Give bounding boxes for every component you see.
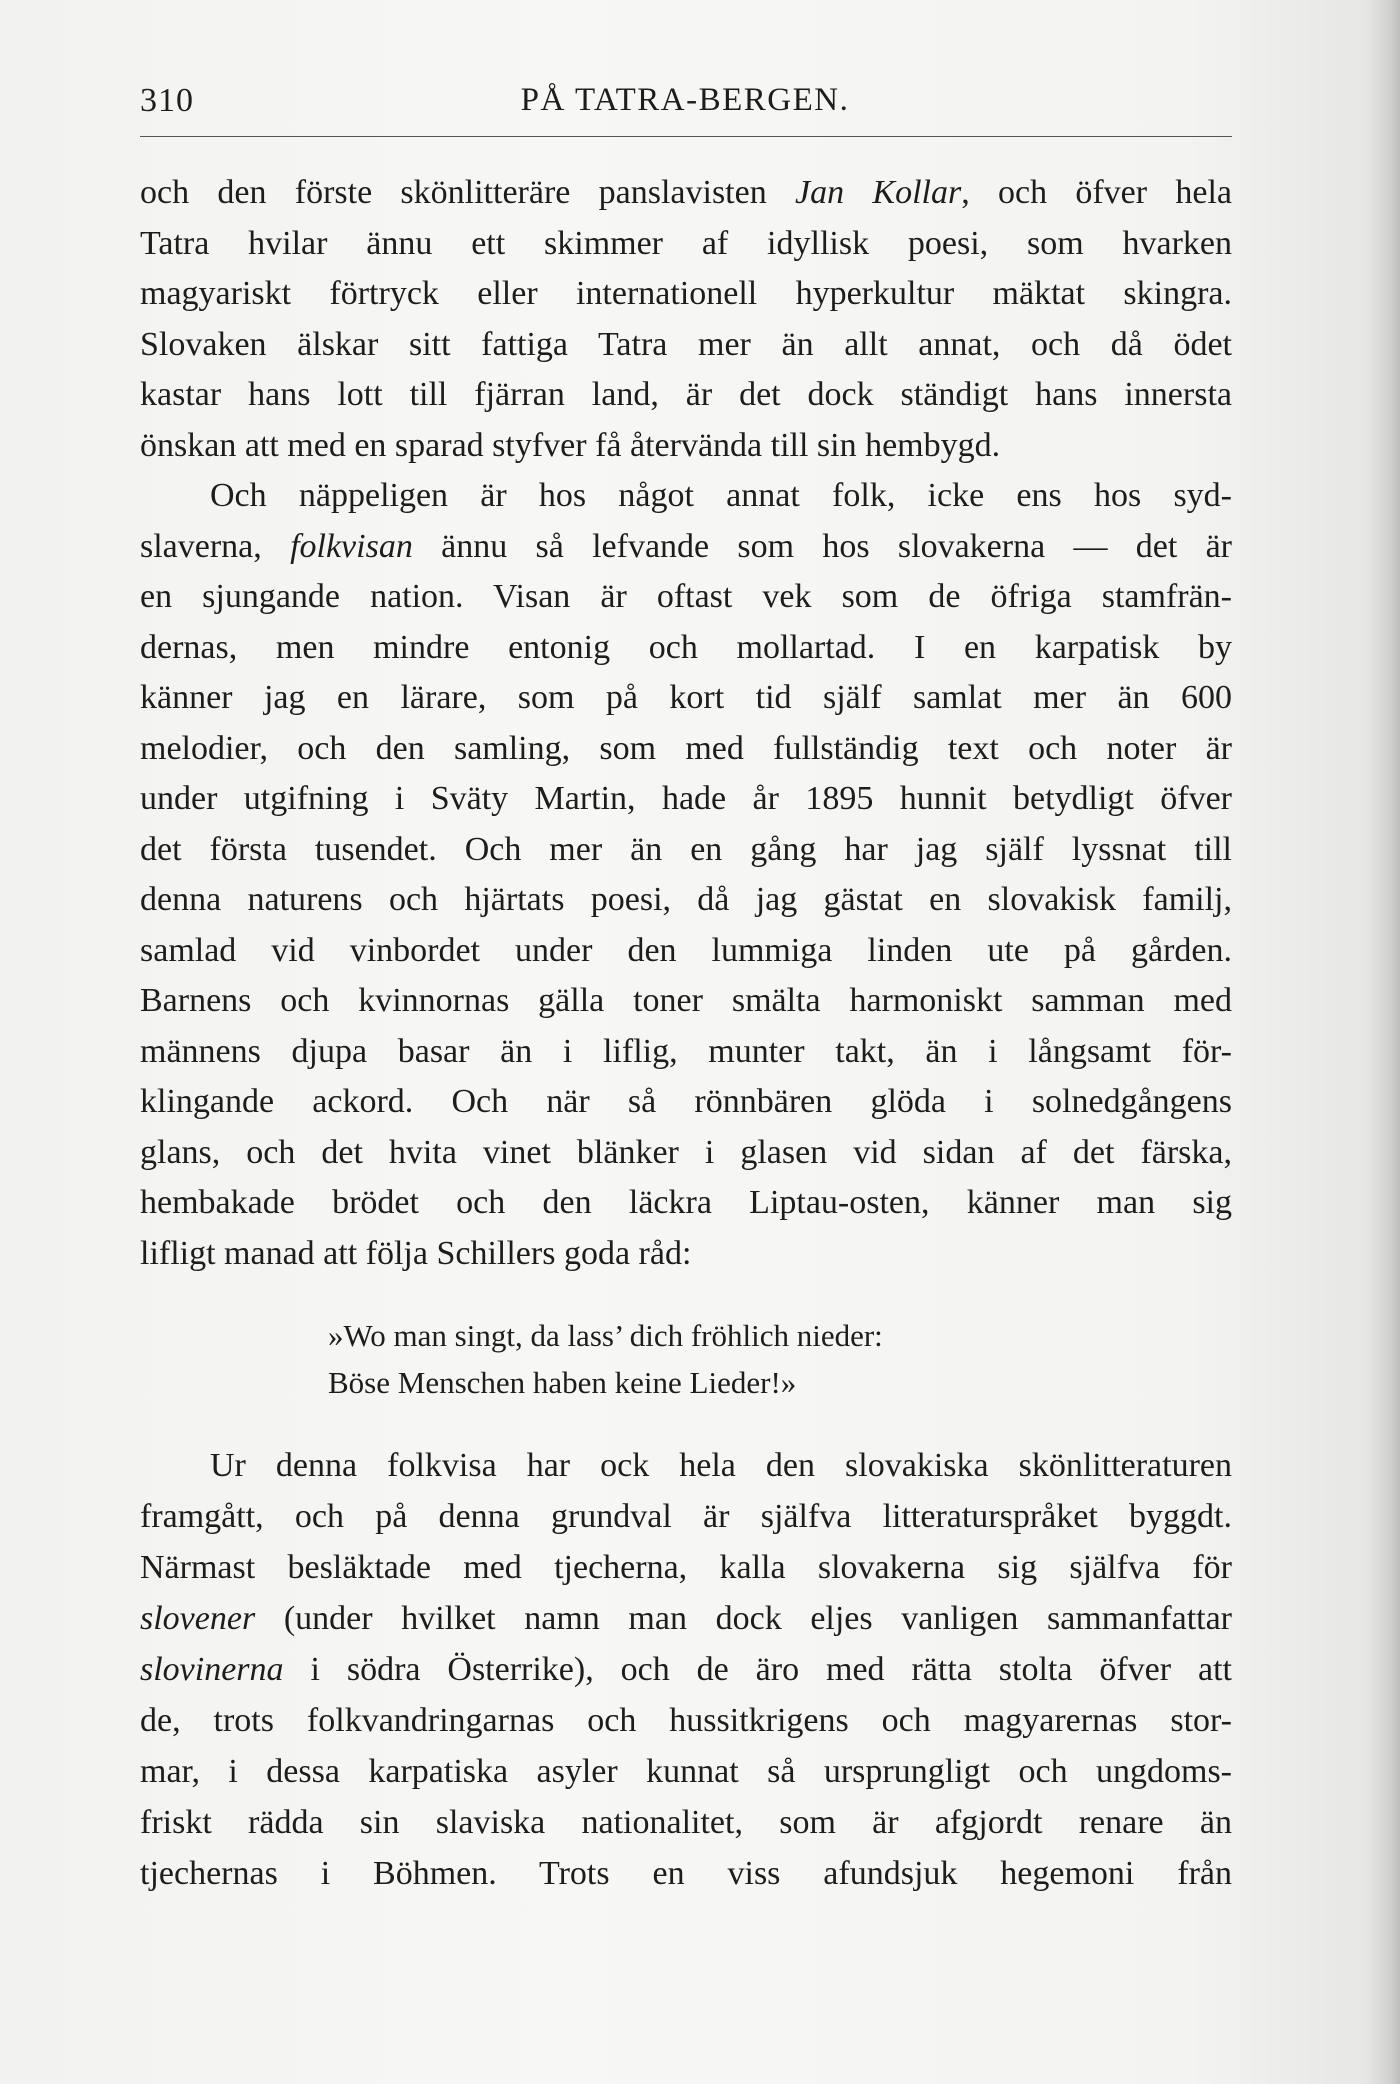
text-run: i södra Österrike), och de äro med rätta stolta öfver att [283,1651,1232,1688]
text-line [140,1178,1232,1229]
text-line [140,471,1232,522]
text-line [140,1440,1232,1491]
running-title: PÅ TATRA-BERGEN. [520,82,850,118]
text-line [140,1027,1232,1078]
text-run: slaverna, [140,527,291,565]
text-line [140,1644,1232,1695]
text-run: Ur denna folkvisa har ock hela den slovakiska skönlitteraturen [210,1447,1232,1484]
text-line [140,1491,1232,1542]
text-run: Tatra hvilar ännu ett skimmer af idyllisk poesi, som hvarken [140,224,1232,262]
text-line [140,572,1232,623]
text-line [140,623,1232,674]
text-run: Närmast besläktade med tjecherna, kalla slovakerna sig själfva för [140,1549,1232,1586]
text-line [140,219,1232,270]
text-run: friskt rädda sin slaviska nationalitet, som är afgjordt renare än [140,1804,1232,1841]
text-run: under utgifning i Sväty Martin, hade år 1895 hunnit betydligt öfver [140,780,1232,817]
text-run: denna naturens och hjärtats poesi, då jag gästat en slovakisk familj, [140,881,1232,918]
italic-term: slovener [140,1600,256,1637]
text-run: ännu så lefvande som hos slovakerna — det är [412,527,1232,565]
text-run: klingande ackord. Och när så rönnbären glöda i solnedgångens [140,1083,1232,1120]
page-edge-shadow [1366,0,1400,2084]
text-run: hembakade brödet och den läckra Liptau-osten, känner man sig [140,1184,1232,1221]
text-line [140,724,1232,775]
text-run: mar, i dessa karpatiska asyler kunnat så ursprungligt och ungdoms- [140,1753,1232,1790]
text-run: , och öfver hela [961,174,1232,211]
text-run: Och näppeligen är hos något annat folk, icke ens hos syd- [210,477,1232,514]
text-run: det första tusendet. Och mer än en gång har jag själf lyssnat till [140,830,1232,868]
text-run: en sjungande nation. Visan är oftast vek som de öfriga stamfrän- [140,578,1232,615]
text-line [140,1746,1232,1797]
text-line [140,1797,1232,1848]
text-run: framgått, och på denna grundval är själfva litteraturspråket byggdt. [140,1498,1232,1535]
quotation-line: Böse Menschen haben keine Lieder!» [328,1365,797,1400]
text-run: de, trots folkvandringarnas och hussitkrigens och magyarernas stor- [140,1702,1232,1739]
text-line [140,926,1232,977]
text-line [140,1542,1232,1593]
text-line [140,825,1232,876]
text-line [140,168,1232,219]
text-run: och den förste skönlitteräre panslavisten [140,174,796,211]
text-run: samlad vid vinbordet under den lummiga linden ute på gården. [140,931,1232,969]
text-run: (under hvilket namn man dock eljes vanligen sammanfattar [255,1600,1232,1637]
text-line [140,269,1232,320]
text-line [140,673,1232,724]
italic-term: Jan Kollar [795,174,962,211]
quotation-line: »Wo man singt, da lass’ dich fröhlich nieder: [328,1318,883,1353]
text-run: önskan att med en sparad styfver få återvända till sin hembygd. [140,426,1001,464]
text-run: melodier, och den samling, som med fullständig text och noter är [140,729,1232,767]
body-text-top [140,168,1232,1279]
text-run: känner jag en lärare, som på kort tid själf samlat mer än 600 [140,679,1232,716]
text-run: lifligt manad att följa Schillers goda råd: [140,1234,692,1272]
text-run: tjechernas i Böhmen. Trots en viss afundsjuk hegemoni från [140,1855,1232,1892]
text-run: magyariskt förtryck eller internationell hyperkultur mäktat skingra. [140,275,1232,312]
text-line [140,1695,1232,1746]
header-rule [140,136,1232,137]
page-header [140,82,1230,130]
text-run: männens djupa basar än i liflig, munter takt, än i långsamt för- [140,1032,1232,1070]
text-line [140,421,1232,472]
text-run: glans, och det hvita vinet blänker i glasen vid sidan af det färska, [140,1133,1232,1171]
text-line [140,1593,1232,1644]
text-line [140,1128,1232,1179]
text-line [140,1077,1232,1128]
text-line [140,522,1232,573]
page-number: 310 [140,82,194,119]
text-line [140,774,1232,825]
text-run: dernas, men mindre entonig och mollartad. I en karpatisk by [140,628,1232,666]
italic-term: folkvisan [290,527,413,565]
text-line [140,1229,1232,1280]
text-line [140,875,1232,926]
italic-term: slovinerna [140,1651,284,1688]
text-run: kastar hans lott till fjärran land, är det dock ständigt hans innersta [140,376,1232,413]
text-line [140,320,1232,371]
text-run: Slovaken älskar sitt fattiga Tatra mer än allt annat, och då ödet [140,325,1232,363]
text-run: Barnens och kvinnornas gälla toner smälta harmoniskt samman med [140,982,1232,1019]
text-line [140,976,1232,1027]
text-line [140,370,1232,421]
body-text-bottom [140,1440,1232,1899]
text-line [140,1848,1232,1899]
quotation-block [328,1312,883,1406]
